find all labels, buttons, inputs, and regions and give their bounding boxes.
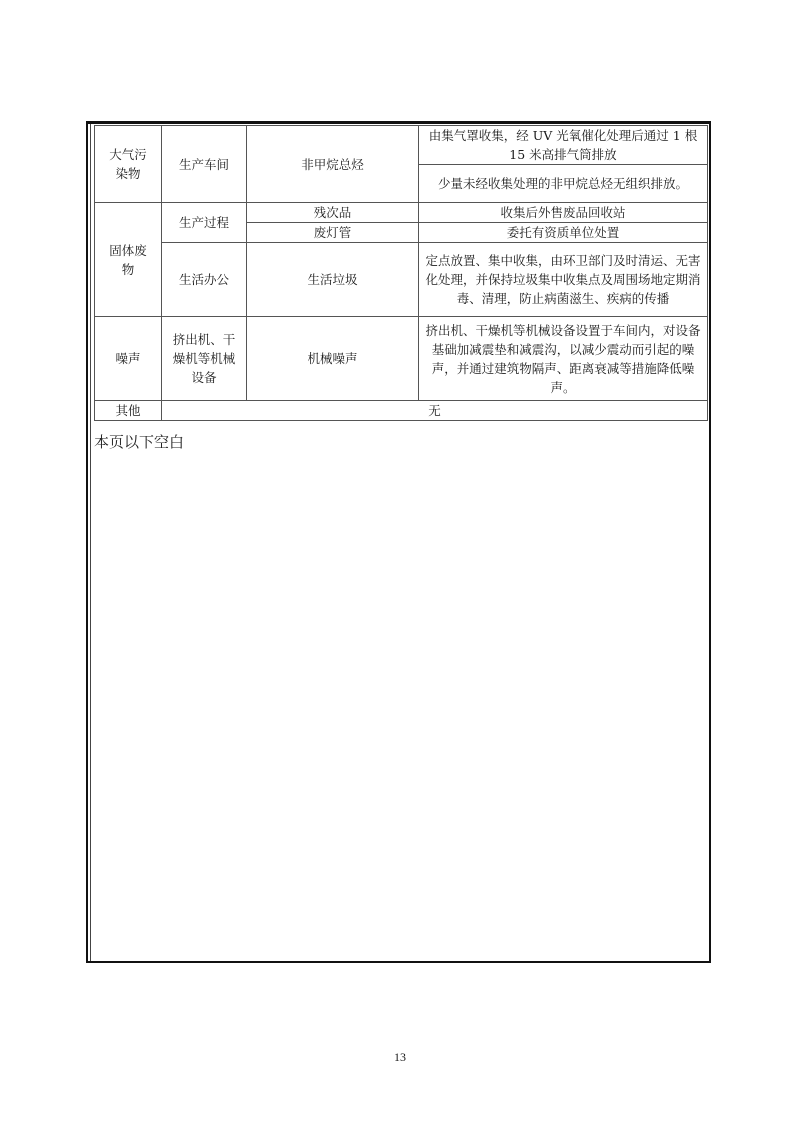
measure-cell: 委托有资质单位处置 [419, 223, 708, 243]
measure-cell: 收集后外售废品回收站 [419, 203, 708, 223]
source-cell: 生产车间 [162, 126, 247, 203]
page-frame [86, 121, 711, 963]
pollutant-cell: 机械噪声 [247, 317, 419, 401]
frame-inner-border [90, 124, 91, 961]
category-cell: 其他 [95, 401, 162, 421]
pollution-measures-table [94, 125, 708, 421]
pollutant-cell: 非甲烷总烃 [247, 126, 419, 203]
measure-cell: 少量未经收集处理的非甲烷总烃无组织排放。 [419, 165, 708, 203]
measure-cell: 由集气罩收集，经 UV 光氧催化处理后通过 1 根 15 米高排气筒排放 [419, 126, 708, 165]
table-row [95, 126, 708, 165]
source-cell: 生活办公 [162, 243, 247, 317]
value-cell: 无 [162, 401, 708, 421]
pollutant-cell: 残次品 [247, 203, 419, 223]
pollutant-cell: 生活垃圾 [247, 243, 419, 317]
pollutant-cell: 废灯管 [247, 223, 419, 243]
source-cell: 生产过程 [162, 203, 247, 243]
measure-cell: 挤出机、干燥机等机械设备设置于车间内，对设备基础加减震垫和减震沟，以减少震动而引起的噪声，并通过建筑物隔声、距离衰减等措施降低噪声。 [419, 317, 708, 401]
category-cell: 固体废物 [95, 203, 162, 317]
category-cell: 噪声 [95, 317, 162, 401]
table-row [95, 243, 708, 317]
page-number: 13 [394, 1050, 406, 1064]
measure-cell: 定点放置、集中收集，由环卫部门及时清运、无害化处理，并保持垃圾集中收集点及周围场地定期消毒、清理，防止病菌滋生、疾病的传播 [419, 243, 708, 317]
category-cell: 大气污染物 [95, 126, 162, 203]
blank-page-note: 本页以下空白 [94, 433, 185, 451]
table-row [95, 401, 708, 421]
table-row [95, 317, 708, 401]
table-row [95, 203, 708, 223]
source-cell: 挤出机、干燥机等机械设备 [162, 317, 247, 401]
